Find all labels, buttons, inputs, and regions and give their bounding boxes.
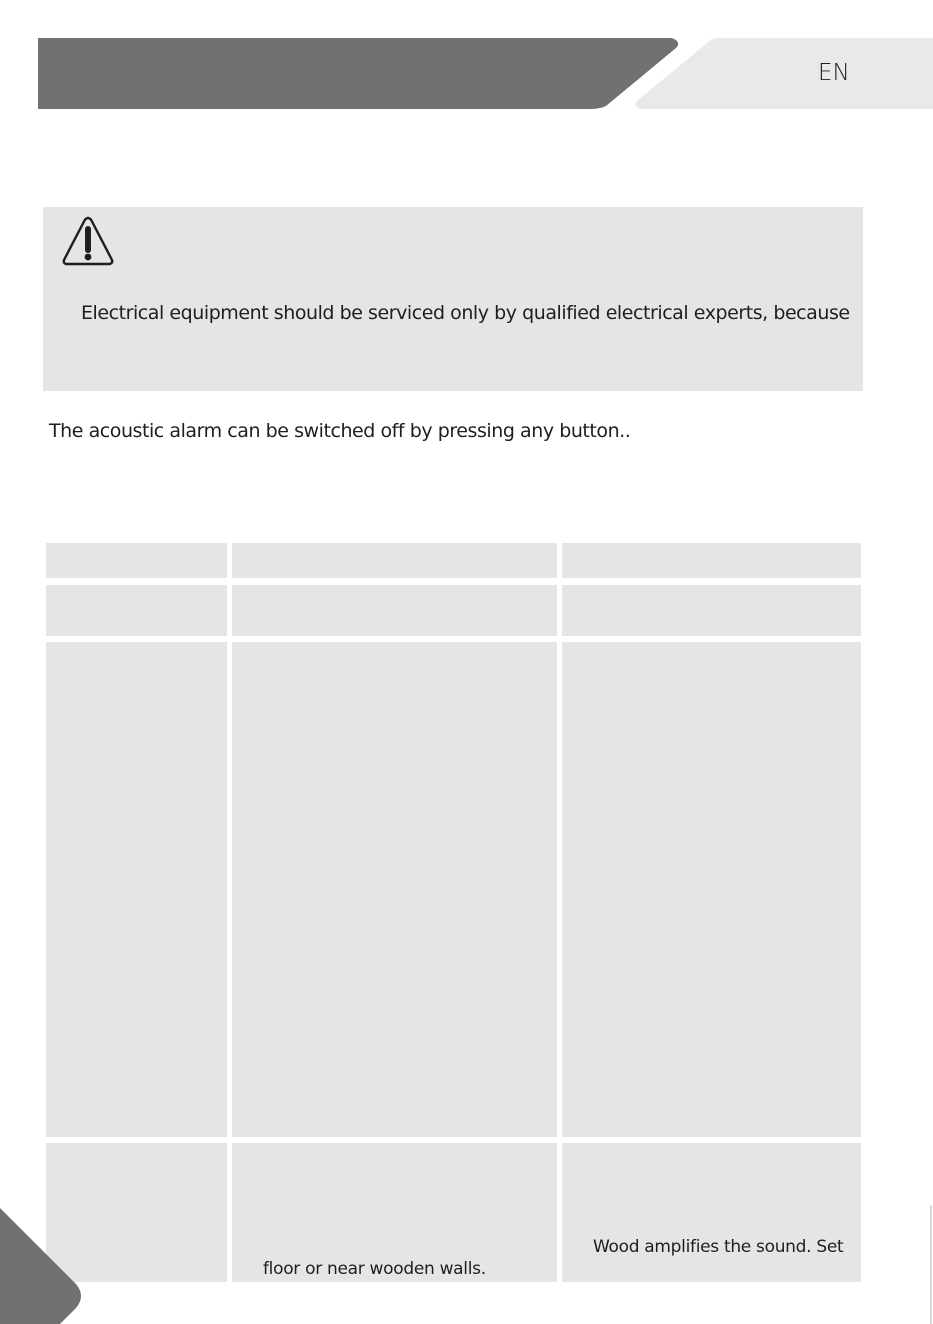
table-row-3-cell-2-text: floor or near wooden walls. (263, 1259, 486, 1279)
warning-triangle-icon (60, 214, 116, 268)
table-row-3-cell-2 (232, 1143, 557, 1282)
warning-box (43, 207, 863, 391)
table-row-2-cell-3 (562, 642, 861, 1137)
alarm-note: The acoustic alarm can be switched off by pressing any button.. (49, 420, 631, 442)
header-banner (0, 0, 933, 120)
table-row-1-cell-3 (562, 585, 861, 636)
table-row-1-cell-1 (46, 585, 227, 636)
page-edge-line (930, 1205, 932, 1324)
table-header-cell-3 (562, 543, 861, 578)
table-row-1-cell-2 (232, 585, 557, 636)
table-header-cell-1 (46, 543, 227, 578)
table-row-2-cell-1 (46, 642, 227, 1137)
page-corner-decoration (0, 1200, 90, 1324)
language-tab (635, 38, 933, 109)
warning-text: Electrical equipment should be serviced only by qualified electrical experts, because (81, 302, 850, 324)
header-bar (38, 38, 678, 109)
table-row-2-cell-2 (232, 642, 557, 1137)
language-code: EN (818, 60, 850, 86)
table-row-3-cell-3-text: Wood amplifies the sound. Set (593, 1237, 844, 1257)
table-row-3-cell-3 (562, 1143, 861, 1282)
table-header-cell-2 (232, 543, 557, 578)
